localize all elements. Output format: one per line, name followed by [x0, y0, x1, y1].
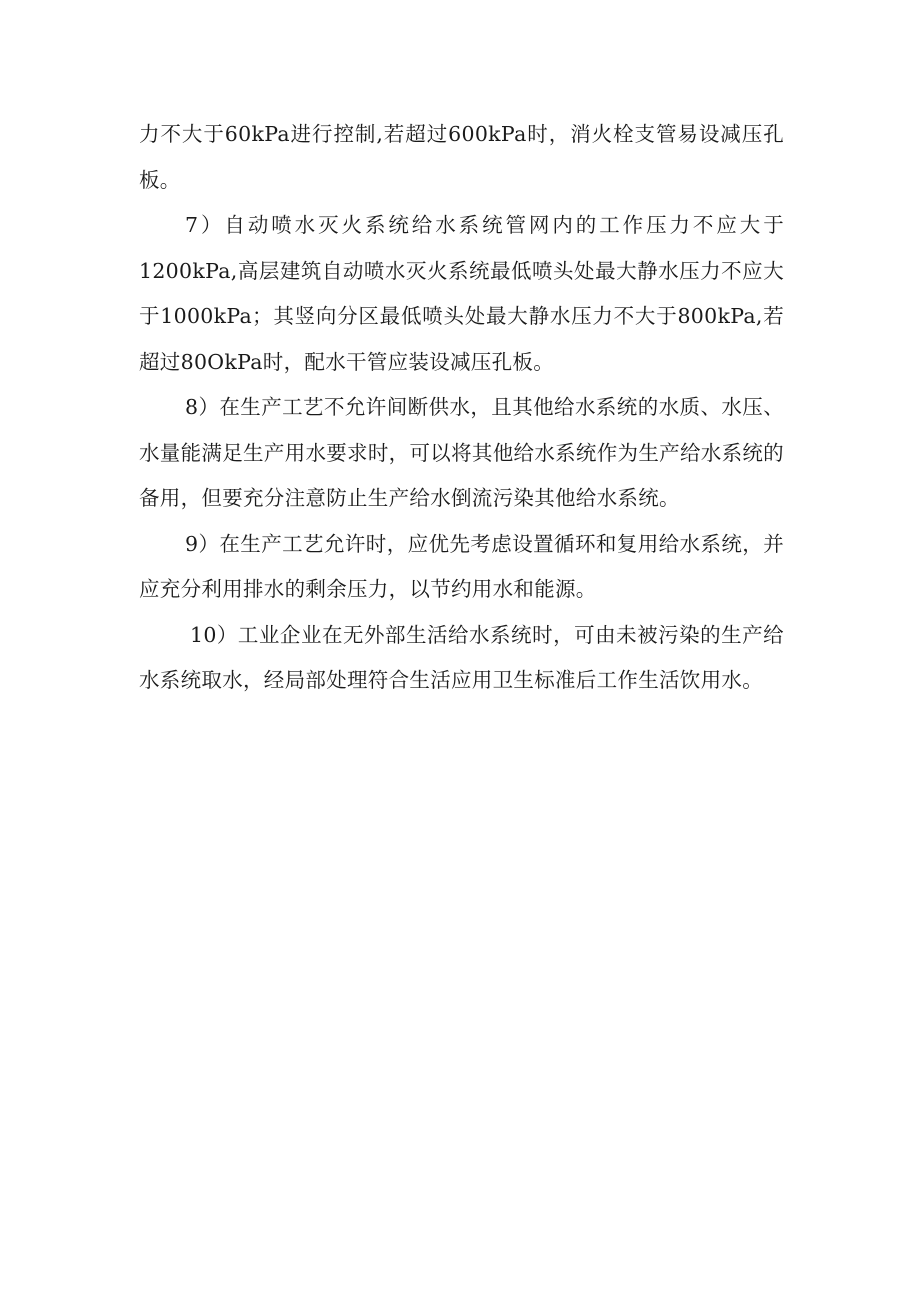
paragraph-item-10: 10）工业企业在无外部生活给水系统时，可由未被污染的生产给水系统取水，经局部处理符合生活应用卫生标准后工作生活饮用水。: [139, 622, 784, 692]
paragraph-item-9: 9）在生产工艺允许时，应优先考虑设置循环和复用给水系统，并应充分利用排水的剩余压力，以节约用水和能源。: [139, 531, 784, 601]
paragraph-item-7: 7）自动喷水灭火系统给水系统管网内的工作压力不应大于1200kPa,高层建筑自动喷水灭火系统最低喷头处最大静水压力不应大于1000kPa；其竖向分区最低喷头处最大静水压力不大于800kPa,若超过80OkPa时，配水干管应装设减压孔板。: [139, 213, 784, 374]
paragraph-continuation: 力不大于60kPa进行控制,若超过600kPa时，消火栓支管易设减压孔板。: [139, 122, 784, 192]
document-body: [139, 112, 784, 704]
paragraph-item-8: 8）在生产工艺不允许间断供水，且其他给水系统的水质、水压、水量能满足生产用水要求时，可以将其他给水系统作为生产给水系统的备用，但要充分注意防止生产给水倒流污染其他给水系统。: [139, 395, 784, 510]
